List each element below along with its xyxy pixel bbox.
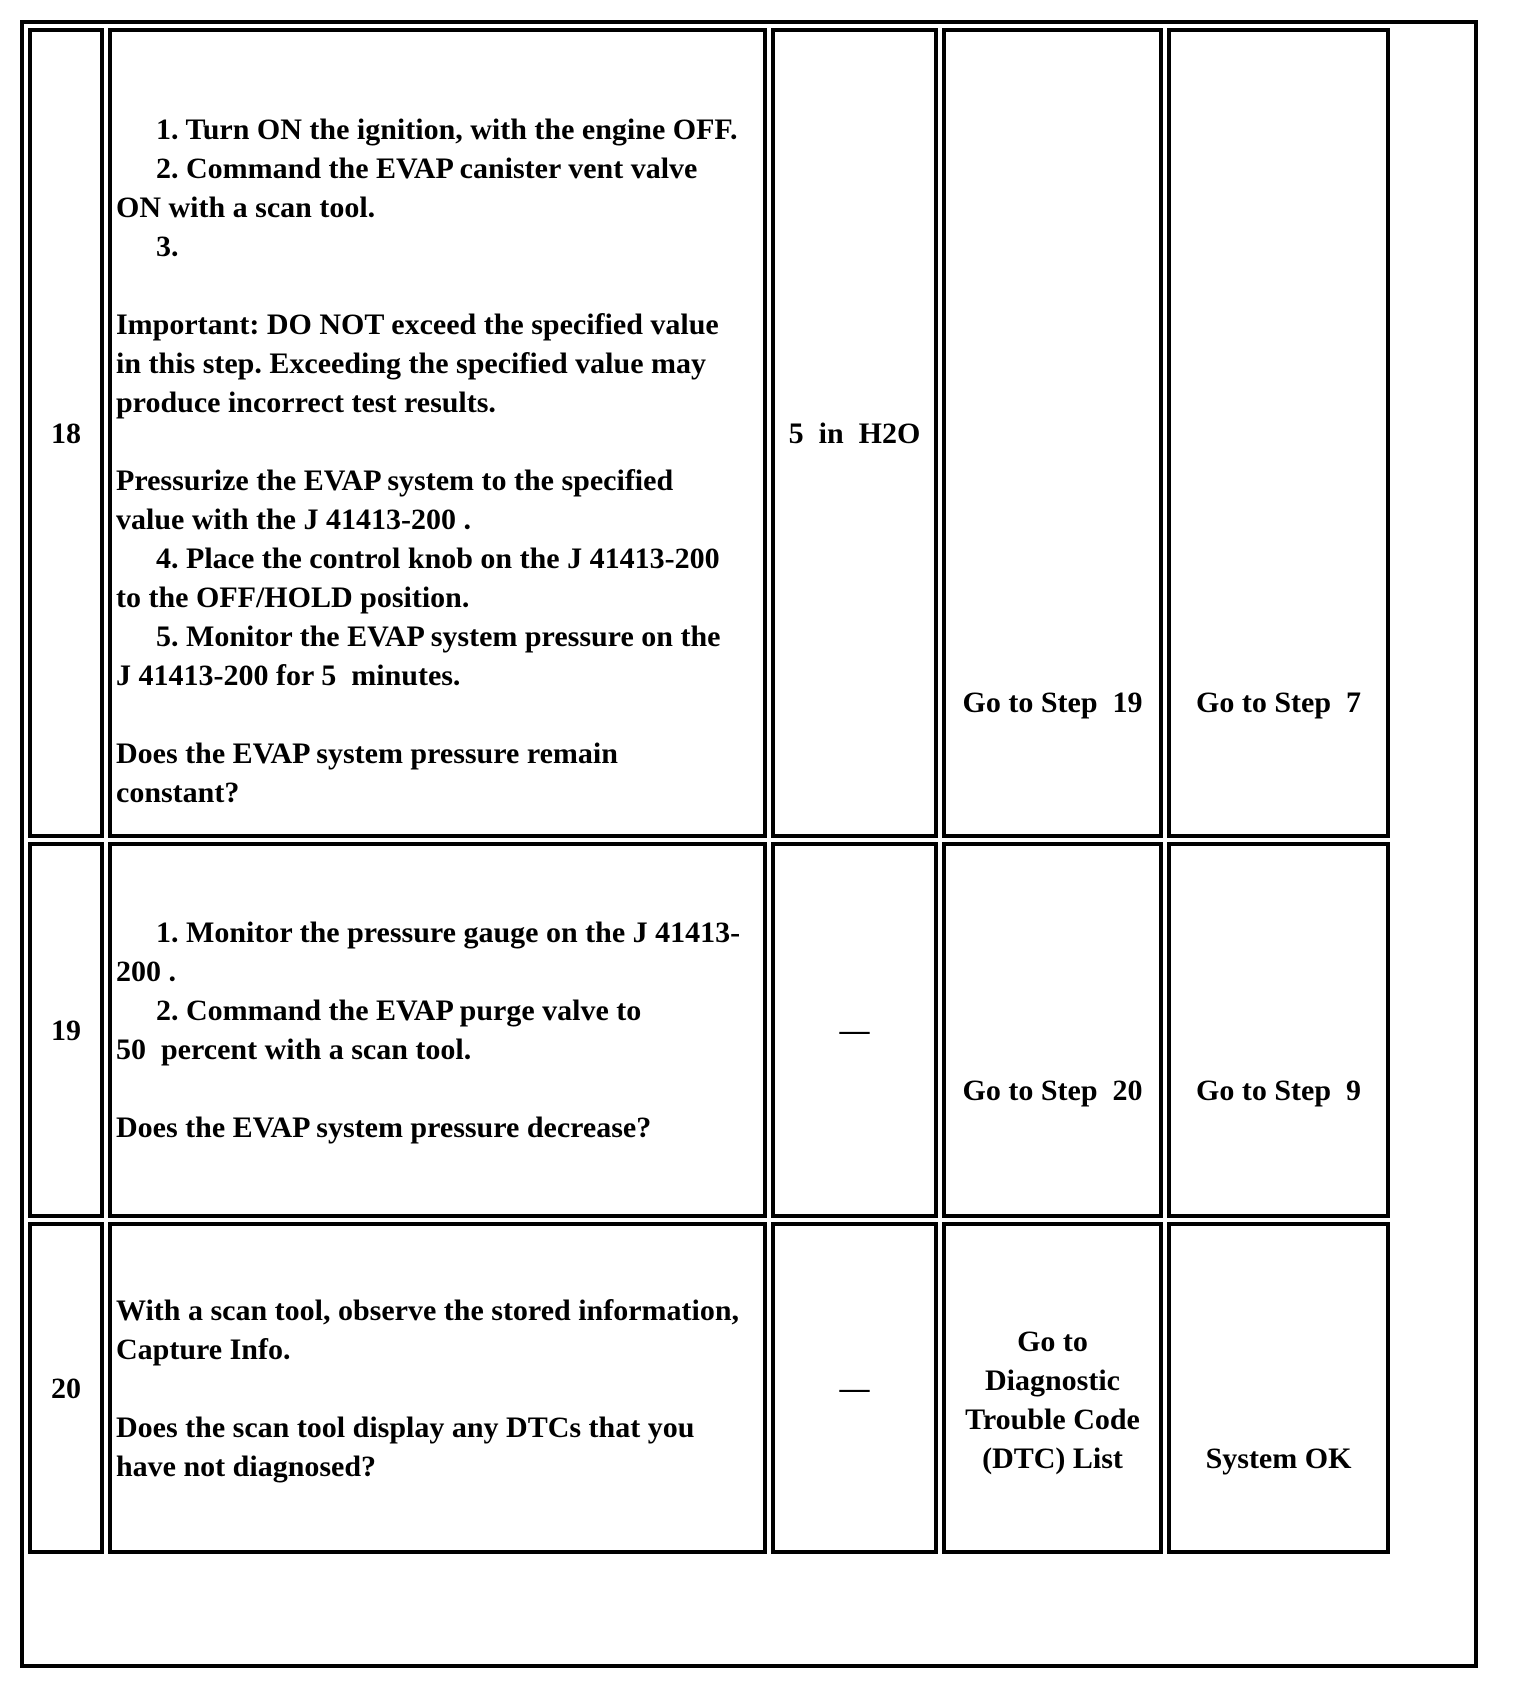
step-number: 18 xyxy=(51,416,81,450)
table-row xyxy=(28,842,1470,1218)
diagnostic-table xyxy=(20,20,1478,1668)
yes-action-cell xyxy=(942,28,1163,838)
yes-action-cell xyxy=(942,1222,1163,1554)
table-row xyxy=(28,28,1470,838)
instruction-line: 2. Command the EVAP purge valve to xyxy=(156,994,642,1027)
table-row xyxy=(28,1222,1470,1554)
instruction-line: J 41413-200 for 5 minutes. xyxy=(116,659,461,692)
step-description-cell xyxy=(108,1222,767,1554)
yes-action-cell xyxy=(942,842,1163,1218)
instruction-line: value with the J 41413-200 . xyxy=(116,503,471,536)
instruction-line: 5. Monitor the EVAP system pressure on the xyxy=(156,620,721,653)
important-note: produce incorrect test results. xyxy=(116,386,496,419)
question-line: Does the EVAP system pressure decrease? xyxy=(116,1111,652,1144)
step-description-cell xyxy=(108,28,767,838)
specified-value: — xyxy=(839,1013,870,1047)
step-number-cell xyxy=(28,28,104,838)
specified-value: — xyxy=(839,1371,870,1405)
instruction-line: 2. Command the EVAP canister vent valve xyxy=(156,152,698,185)
step-description-cell xyxy=(108,842,767,1218)
instruction-line: Pressurize the EVAP system to the specified xyxy=(116,464,674,497)
instruction-line: Capture Info. xyxy=(116,1332,291,1366)
instruction-line: 50 percent with a scan tool. xyxy=(116,1033,472,1066)
no-action: System OK xyxy=(1205,1442,1352,1475)
no-action-cell xyxy=(1167,28,1390,838)
yes-action-line: Trouble Code xyxy=(965,1403,1140,1436)
important-note: in this step. Exceeding the specified value may xyxy=(116,347,706,380)
question-line: constant? xyxy=(116,776,240,809)
yes-action: Go to Step 20 xyxy=(962,1074,1143,1107)
specified-value: 5 in H2O xyxy=(788,416,921,450)
no-action: Go to Step 9 xyxy=(1196,1074,1361,1107)
no-action-cell xyxy=(1167,842,1390,1218)
step-number: 19 xyxy=(51,1013,81,1047)
no-action-cell xyxy=(1167,1222,1390,1554)
step-number: 20 xyxy=(51,1371,81,1405)
instruction-line: 4. Place the control knob on the J 41413-200 xyxy=(156,542,720,575)
yes-action-line: (DTC) List xyxy=(982,1442,1123,1475)
instruction-line: 1. Turn ON the ignition, with the engine OFF. xyxy=(156,113,738,146)
question-line: have not diagnosed? xyxy=(116,1449,377,1483)
question-line: Does the scan tool display any DTCs that you xyxy=(116,1410,695,1444)
important-note: Important: DO NOT exceed the specified value xyxy=(116,308,719,341)
instruction-line: to the OFF/HOLD position. xyxy=(116,581,470,614)
yes-action-line: Go to xyxy=(1017,1325,1088,1358)
yes-action: Go to Step 19 xyxy=(962,686,1143,719)
instruction-line: 3. xyxy=(156,230,179,263)
step-number-cell xyxy=(28,1222,104,1554)
instruction-line: ON with a scan tool. xyxy=(116,191,376,224)
step-number-cell xyxy=(28,842,104,1218)
instruction-line: With a scan tool, observe the stored information, xyxy=(116,1293,740,1327)
yes-action-line: Diagnostic xyxy=(985,1364,1120,1397)
no-action: Go to Step 7 xyxy=(1196,686,1361,719)
instruction-line: 1. Monitor the pressure gauge on the J 41413- xyxy=(156,916,741,949)
value-cell xyxy=(771,1222,938,1554)
question-line: Does the EVAP system pressure remain xyxy=(116,737,618,770)
value-cell xyxy=(771,28,938,838)
instruction-line: 200 . xyxy=(116,955,176,988)
value-cell xyxy=(771,842,938,1218)
